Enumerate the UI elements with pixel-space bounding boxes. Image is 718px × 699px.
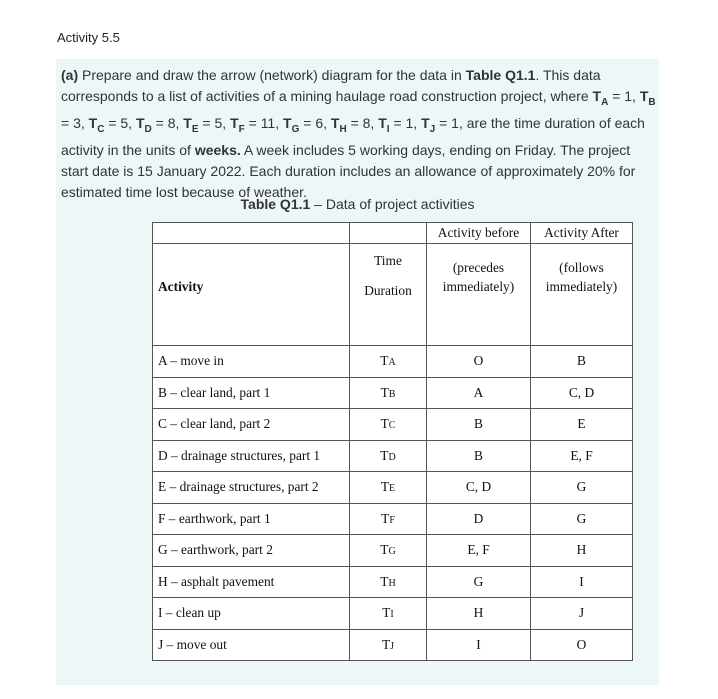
duration-value: = 8, <box>151 114 184 131</box>
duration-sub: F <box>389 514 395 526</box>
table-row <box>153 629 633 661</box>
before-cell: A <box>427 377 531 409</box>
before-cell: B <box>427 409 531 441</box>
duration-sub: B <box>388 388 396 400</box>
after-cell: C, D <box>531 377 633 409</box>
header-before-line2: immediately) <box>442 278 515 294</box>
after-cell: E, F <box>531 440 633 472</box>
duration-t: T <box>381 510 390 526</box>
duration-t: T <box>381 636 391 652</box>
duration-symbol: $T_H$ <box>330 114 347 135</box>
header-before <box>427 244 531 346</box>
duration-value: = 3, <box>61 114 89 131</box>
before-cell: O <box>427 346 531 378</box>
header-activity-label: Activity <box>158 278 204 294</box>
duration-sub: C <box>388 420 396 432</box>
duration-sub: J <box>390 640 395 652</box>
duration-value: = 1, <box>608 87 640 104</box>
duration-sub: H <box>388 577 396 589</box>
duration-cell <box>350 535 427 567</box>
header-after-title: Activity After <box>531 223 633 244</box>
duration-subscript: F <box>238 123 245 135</box>
duration-symbol: $T_A$ <box>592 87 609 108</box>
duration-t: T <box>380 384 389 400</box>
duration-subscript: J <box>429 123 436 135</box>
activities-table <box>152 222 633 661</box>
activity-cell: D – drainage structures, part 1 <box>153 440 350 472</box>
table-row <box>153 535 633 567</box>
duration-item <box>183 114 231 135</box>
duration-item <box>135 114 184 135</box>
duration-value: = 1, <box>389 114 422 131</box>
header-after-line2: immediately) <box>545 278 618 294</box>
duration-cell <box>350 472 427 504</box>
after-cell: B <box>531 346 633 378</box>
duration-item <box>421 114 459 135</box>
table-caption <box>56 196 659 212</box>
after-cell: O <box>531 629 633 661</box>
activity-cell: C – clear land, part 2 <box>153 409 350 441</box>
activity-cell: A – move in <box>153 346 350 378</box>
question-panel <box>56 59 659 685</box>
duration-cell <box>350 629 427 661</box>
caption-label: Table Q1.1 <box>240 196 311 212</box>
duration-t: T <box>380 447 389 463</box>
activity-cell: H – asphalt pavement <box>153 566 350 598</box>
duration-cell <box>350 346 427 378</box>
duration-symbol: $T_B$ <box>639 87 656 108</box>
duration-t: T <box>380 353 389 369</box>
duration-sub: E <box>389 483 396 495</box>
duration-item <box>283 114 331 135</box>
duration-cell <box>350 440 427 472</box>
duration-t: T <box>380 573 389 589</box>
after-cell: J <box>531 598 633 630</box>
duration-cell <box>350 503 427 535</box>
header-time-line1: Time <box>374 252 402 268</box>
duration-sub: A <box>388 357 396 369</box>
before-cell: B <box>427 440 531 472</box>
table-row <box>153 566 633 598</box>
duration-item <box>592 87 640 108</box>
duration-cell <box>350 566 427 598</box>
duration-cell <box>350 409 427 441</box>
duration-sub: D <box>388 451 396 463</box>
duration-t: T <box>380 542 389 558</box>
table-row <box>153 440 633 472</box>
duration-value: = 5, <box>198 114 231 131</box>
duration-value: = 6, <box>299 114 331 131</box>
activity-cell: E – drainage structures, part 2 <box>153 472 350 504</box>
before-cell: C, D <box>427 472 531 504</box>
part-label: (a) <box>61 67 79 83</box>
duration-item <box>330 114 379 135</box>
duration-symbol: $T_E$ <box>183 114 199 135</box>
header-row-top <box>153 223 633 244</box>
activity-cell: I – clean up <box>153 598 350 630</box>
duration-value: = 8, <box>346 114 379 131</box>
duration-symbol: $T_I$ <box>378 114 390 135</box>
header-row <box>153 244 633 346</box>
para-text-4: A week includes 5 working days, ending on Friday. The project start date is 15 January 2022. Each duration includes an allowance of approximately 20% for estimated time lost because of weather. <box>61 142 636 200</box>
duration-item <box>88 114 136 135</box>
table-reference: Table Q1.1 <box>465 67 536 83</box>
duration-subscript: C <box>97 123 105 135</box>
after-cell: E <box>531 409 633 441</box>
header-activity <box>153 244 350 346</box>
table-row <box>153 409 633 441</box>
duration-symbol: $T_G$ <box>283 114 300 135</box>
table-row <box>153 377 633 409</box>
duration-value: = 11, <box>244 114 284 131</box>
duration-value: = 5, <box>104 114 136 131</box>
para-text-3: , are the time duration of each activity in the units of <box>61 114 645 159</box>
duration-symbol: $T_D$ <box>135 114 152 135</box>
before-cell: D <box>427 503 531 535</box>
header-after-line1: (follows <box>559 259 604 275</box>
duration-symbol: $T_F$ <box>230 114 245 135</box>
question-paragraph <box>61 65 659 202</box>
para-text-2: . This data corresponds to a list of activities of a mining haulage road construction project, where <box>61 67 601 104</box>
table-row <box>153 346 633 378</box>
table-row <box>153 472 633 504</box>
table-row <box>153 598 633 630</box>
duration-sub: G <box>388 546 396 558</box>
duration-item <box>230 114 284 135</box>
before-cell: I <box>427 629 531 661</box>
after-cell: G <box>531 503 633 535</box>
caption-text: – Data of project activities <box>310 196 475 212</box>
header-empty-1 <box>153 223 350 244</box>
duration-t: T <box>382 605 391 621</box>
duration-subscript: D <box>144 123 152 135</box>
duration-subscript: G <box>291 123 300 135</box>
activity-heading: Activity 5.5 <box>57 30 120 45</box>
activity-cell: B – clear land, part 1 <box>153 377 350 409</box>
duration-t: T <box>380 479 390 495</box>
duration-symbol: $T_C$ <box>88 114 105 135</box>
header-time-line2: Duration <box>364 282 412 298</box>
activity-cell: G – earthwork, part 2 <box>153 535 350 567</box>
duration-subscript: H <box>339 123 347 135</box>
duration-cell <box>350 377 427 409</box>
before-cell: H <box>427 598 531 630</box>
table-row <box>153 503 633 535</box>
before-cell: E, F <box>427 535 531 567</box>
after-cell: H <box>531 535 633 567</box>
activity-cell: J – move out <box>153 629 350 661</box>
weeks-word: weeks. <box>194 142 241 159</box>
activity-cell: F – earthwork, part 1 <box>153 503 350 535</box>
duration-subscript: I <box>386 123 390 135</box>
before-cell: G <box>427 566 531 598</box>
after-cell: G <box>531 472 633 504</box>
duration-t: T <box>380 416 389 432</box>
header-before-title: Activity before <box>427 223 531 244</box>
duration-symbol: $T_J$ <box>421 114 436 135</box>
duration-cell <box>350 598 427 630</box>
after-cell: I <box>531 566 633 598</box>
duration-subscript: A <box>601 96 609 108</box>
header-before-line1: (precedes <box>452 259 505 275</box>
duration-subscript: B <box>648 96 656 108</box>
header-empty-2 <box>350 223 427 244</box>
duration-value: = 1 <box>435 114 459 131</box>
duration-sub: I <box>390 609 394 621</box>
header-after <box>531 244 633 346</box>
duration-item <box>378 114 422 135</box>
header-time <box>350 244 427 346</box>
duration-subscript: E <box>191 123 199 135</box>
para-text-1: Prepare and draw the arrow (network) diagram for the data in <box>78 67 466 83</box>
